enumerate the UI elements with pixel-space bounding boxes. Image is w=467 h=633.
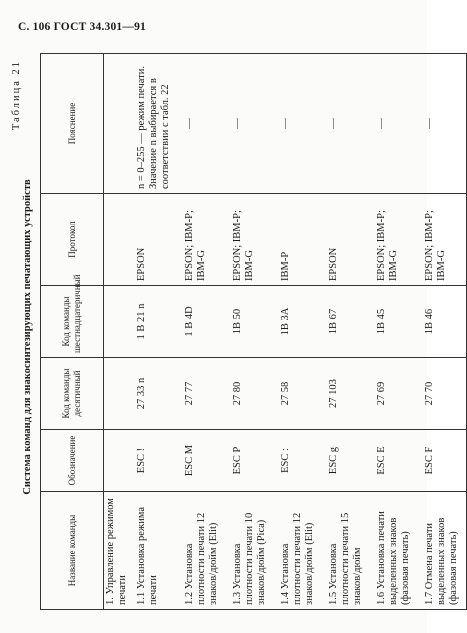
command-dec: 27 80 — [226, 358, 274, 430]
command-name: 1.7 Отмена печати выделенных знаков (фазовая печать) — [418, 492, 467, 610]
command-hex: 1B 50 — [226, 286, 274, 358]
table-row — [178, 54, 226, 610]
command-hex: 1B 46 — [418, 286, 467, 358]
command-name: 1.1 Установка режима печати — [130, 492, 178, 610]
command-hex — [104, 286, 131, 358]
command-name: 1.4 Установка плотности печати 12 знаков/дюйм (Elit) — [274, 492, 322, 610]
command-name: 1.2 Установка плотности печати 12 знаков/дюйм (Elit) — [178, 492, 226, 610]
commands-table — [40, 53, 467, 610]
column-header: Код команды шестнадцатеричный — [41, 286, 104, 358]
command-code: ESC : — [274, 430, 322, 492]
command-dec — [104, 358, 131, 430]
command-note: — — [274, 54, 322, 194]
command-hex: 1 B 4D — [178, 286, 226, 358]
command-hex: 1B 3A — [274, 286, 322, 358]
command-code — [104, 430, 131, 492]
table-header-row — [41, 54, 104, 610]
command-protocol: EPSON; IBM-P; IBM-G — [370, 194, 418, 286]
table-row — [418, 54, 467, 610]
command-name: 1. Управление режимом печати — [104, 492, 131, 610]
command-dec: 27 70 — [418, 358, 467, 430]
table-number: Таблица 21 — [11, 60, 22, 131]
command-protocol: EPSON; IBM-P; IBM-G — [418, 194, 467, 286]
command-protocol: IBM-P — [274, 194, 322, 286]
command-note: n = 0–255 — режим печати. Значение n выбирается в соответствии с табл. 22 — [130, 54, 178, 194]
command-dec: 27 33 n — [130, 358, 178, 430]
command-code: ESC E — [370, 430, 418, 492]
command-dec: 27 58 — [274, 358, 322, 430]
command-protocol — [104, 194, 131, 286]
command-protocol: EPSON — [130, 194, 178, 286]
command-hex: 1B 45 — [370, 286, 418, 358]
command-code: ESC P — [226, 430, 274, 492]
column-header: Код команды десятичный — [41, 358, 104, 430]
command-note: — — [418, 54, 467, 194]
table-row — [104, 54, 131, 610]
command-code: ESC M — [178, 430, 226, 492]
table-title: Система команд для знакосинтезирующих печатающих устройств — [22, 179, 33, 495]
command-dec: 27 103 — [322, 358, 370, 430]
command-note: — — [178, 54, 226, 194]
column-header: Пояснение — [41, 54, 104, 194]
table-row — [226, 54, 274, 610]
command-protocol: EPSON; IBM-P; IBM-G — [178, 194, 226, 286]
command-code: ESC ! — [130, 430, 178, 492]
command-dec: 27 69 — [370, 358, 418, 430]
command-name: 1.3 Установка плотности печати 10 знаков/дюйм (Pica) — [226, 492, 274, 610]
table-row — [370, 54, 418, 610]
table-row — [274, 54, 322, 610]
command-name: 1.6 Установка печати выделенных знаков (фазовая печать) — [370, 492, 418, 610]
command-code: ESC g — [322, 430, 370, 492]
command-code: ESC F — [418, 430, 467, 492]
command-name: 1.5 Установка плотности печати 15 знаков/дюйм — [322, 492, 370, 610]
command-hex: 1B 67 — [322, 286, 370, 358]
command-note: — — [322, 54, 370, 194]
command-protocol: EPSON — [322, 194, 370, 286]
column-header: Протокол — [41, 194, 104, 286]
command-note: — — [370, 54, 418, 194]
table-row — [130, 54, 178, 610]
command-note — [104, 54, 131, 194]
command-note: — — [226, 54, 274, 194]
command-dec: 27 77 — [178, 358, 226, 430]
page-header: С. 106 ГОСТ 34.301—91 — [18, 21, 146, 33]
rotated-table-block — [8, 52, 459, 622]
column-header: Название команды — [41, 492, 104, 610]
command-protocol: EPSON; IBM-P; IBM-G — [226, 194, 274, 286]
column-header: Обозначение — [41, 430, 104, 492]
table-row — [322, 54, 370, 610]
command-hex: 1 B 21 n — [130, 286, 178, 358]
